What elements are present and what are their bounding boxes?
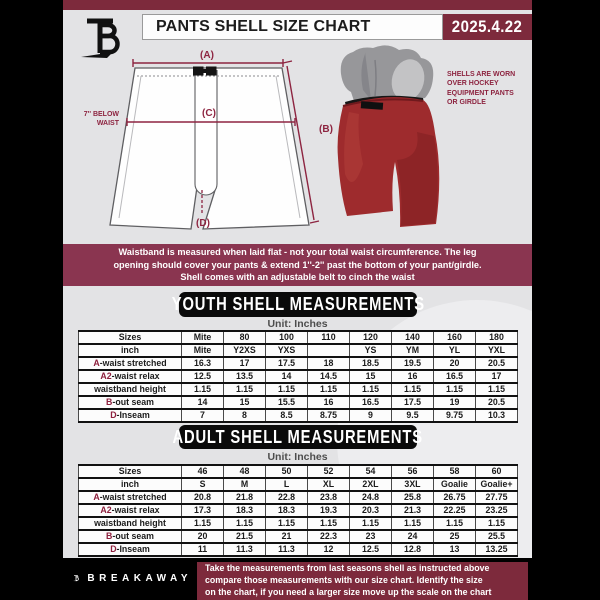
- measurement-cell: 15: [350, 370, 392, 383]
- measurement-cell: 12.5: [350, 543, 392, 556]
- measurement-cell: 27.75: [476, 491, 518, 504]
- measurement-cell: Mite: [182, 331, 224, 344]
- diagram-label-b: (B): [319, 124, 333, 135]
- measurement-cell: 14.5: [308, 370, 350, 383]
- pants-measurement-diagram: [83, 48, 343, 238]
- row-label-accent: D: [110, 410, 117, 420]
- measurement-cell: 8: [224, 409, 266, 422]
- top-maroon-strip: [63, 0, 532, 10]
- footer-line-3: on the chart, if you need a larger size move up the scale on the chart: [205, 586, 492, 597]
- measurement-cell: 22.8: [266, 491, 308, 504]
- measurement-cell: 3XL: [392, 478, 434, 491]
- row-label: B-out seam: [79, 396, 182, 409]
- table-row: [79, 478, 518, 491]
- row-label: A2-waist relax: [79, 504, 182, 517]
- measurement-cell: YXL: [476, 344, 518, 357]
- measurement-cell: 52: [308, 465, 350, 478]
- measurement-cell: 1.15: [224, 517, 266, 530]
- row-label-accent: A: [93, 358, 100, 368]
- measurement-cell: 1.15: [308, 517, 350, 530]
- red-shell: [338, 96, 440, 227]
- document-page: [63, 0, 532, 558]
- measurement-cell: 1.15: [476, 517, 518, 530]
- measurement-cell: 1.15: [434, 517, 476, 530]
- measurement-cell: 1.15: [182, 383, 224, 396]
- measurement-cell: XL: [308, 478, 350, 491]
- youth-section-banner: [171, 292, 425, 317]
- measurement-cell: 21: [266, 530, 308, 543]
- measurement-cell: 19: [434, 396, 476, 409]
- row-label: inch: [79, 344, 182, 357]
- measurement-cell: 17: [476, 370, 518, 383]
- footer-line-1: Take the measurements from last seasons shell as instructed above: [205, 563, 490, 574]
- photo-caption: SHELLS ARE WORN OVER HOCKEY EQUIPMENT PANTS OR GIRDLE: [447, 71, 516, 107]
- waist-note-line1: 7'' BELOW: [83, 111, 119, 118]
- table-row: [79, 357, 518, 370]
- row-label: Sizes: [79, 331, 182, 344]
- measurement-cell: 12: [308, 543, 350, 556]
- measurement-cell: 14: [266, 370, 308, 383]
- measurement-cell: 16.5: [434, 370, 476, 383]
- measurement-cell: 100: [266, 331, 308, 344]
- measurement-cell: 19.3: [308, 504, 350, 517]
- measurement-cell: 160: [434, 331, 476, 344]
- measurement-cell: 18.3: [224, 504, 266, 517]
- date-badge: [443, 14, 532, 40]
- table-row: [79, 543, 518, 556]
- measurement-cell: Goalie: [434, 478, 476, 491]
- measurement-cell: 16: [308, 396, 350, 409]
- row-label: A-waist stretched: [79, 357, 182, 370]
- measurement-cell: 1.15: [266, 383, 308, 396]
- measurement-cell: 1.15: [350, 517, 392, 530]
- waistband-info-banner: [63, 244, 532, 286]
- adult-measurements-table: [78, 464, 518, 557]
- breakaway-b-logo-footer-icon: [72, 565, 81, 591]
- row-label: A-waist stretched: [79, 491, 182, 504]
- footer-line-2: compare those measurements with our size chart. Identify the size: [205, 575, 483, 586]
- footer-brand-name: BREAKAWAY: [87, 572, 192, 584]
- banner-line-1: Waistband is measured when laid flat - not your total waist circumference. The leg: [118, 246, 477, 257]
- measurement-cell: 1.15: [392, 383, 434, 396]
- date-value: 2025.4.22: [452, 17, 523, 36]
- measurement-cell: 48: [224, 465, 266, 478]
- measurement-cell: 26.75: [434, 491, 476, 504]
- table-row: [79, 517, 518, 530]
- measurement-cell: 13: [434, 543, 476, 556]
- measurement-cell: 17.5: [266, 357, 308, 370]
- measurement-cell: 7: [182, 409, 224, 422]
- measurement-cell: 20.3: [350, 504, 392, 517]
- measurement-cell: 24.8: [350, 491, 392, 504]
- measurement-cell: 20.5: [476, 396, 518, 409]
- youth-measurements-table: [78, 330, 518, 423]
- table-row: [79, 370, 518, 383]
- measurement-cell: 1.15: [476, 383, 518, 396]
- table-row: [79, 331, 518, 344]
- measurement-cell: 12.8: [392, 543, 434, 556]
- row-label-accent: D: [110, 544, 117, 554]
- adult-section-title: ADULT SHELL MEASUREMENTS: [172, 426, 424, 447]
- row-label: waistband height: [79, 517, 182, 530]
- table-row: [79, 344, 518, 357]
- measurement-cell: M: [224, 478, 266, 491]
- measurement-cell: 50: [266, 465, 308, 478]
- footer-instructions-box: [197, 562, 528, 600]
- measurement-cell: 21.8: [224, 491, 266, 504]
- row-label-accent: A: [93, 492, 100, 502]
- measurement-cell: 1.15: [308, 383, 350, 396]
- measurement-cell: 1.15: [434, 383, 476, 396]
- measurement-cell: 9: [350, 409, 392, 422]
- diagram-label-d: (D): [196, 218, 210, 229]
- measurement-cell: 20.5: [476, 357, 518, 370]
- measurement-cell: 11: [182, 543, 224, 556]
- table-row: [79, 504, 518, 517]
- measurement-cell: 16: [392, 370, 434, 383]
- measurement-cell: 180: [476, 331, 518, 344]
- measurement-cell: 17.3: [182, 504, 224, 517]
- table-row: [79, 409, 518, 422]
- measurement-cell: 13.25: [476, 543, 518, 556]
- measurement-cell: 18.5: [350, 357, 392, 370]
- measurement-cell: 21.3: [392, 504, 434, 517]
- measurement-cell: YL: [434, 344, 476, 357]
- measurement-cell: 1.15: [392, 517, 434, 530]
- row-label: inch: [79, 478, 182, 491]
- measurement-cell: 13.5: [224, 370, 266, 383]
- measurement-cell: 10.3: [476, 409, 518, 422]
- row-label: D-Inseam: [79, 543, 182, 556]
- measurement-cell: 11.3: [224, 543, 266, 556]
- row-label: waistband height: [79, 383, 182, 396]
- measurement-cell: 8.75: [308, 409, 350, 422]
- measurement-cell: 14: [182, 396, 224, 409]
- table-row: [79, 396, 518, 409]
- measurement-cell: 54: [350, 465, 392, 478]
- banner-line-3: Shell comes with an adjustable belt to cinch the waist: [180, 272, 415, 283]
- measurement-cell: 21.5: [224, 530, 266, 543]
- measurement-cell: 22.25: [434, 504, 476, 517]
- shell-photo-illustration: [335, 40, 450, 230]
- measurement-cell: 20: [182, 530, 224, 543]
- measurement-cell: 17.5: [392, 396, 434, 409]
- footer-brand-block: [72, 562, 192, 594]
- measurement-cell: 25.8: [392, 491, 434, 504]
- row-label-accent: B: [106, 397, 113, 407]
- row-label: D-Inseam: [79, 409, 182, 422]
- row-label-accent: A2: [100, 371, 112, 381]
- measurement-cell: 9.75: [434, 409, 476, 422]
- measurement-cell: 23: [350, 530, 392, 543]
- measurement-cell: 2XL: [350, 478, 392, 491]
- measurement-cell: 16.3: [182, 357, 224, 370]
- measurement-cell: 15.5: [266, 396, 308, 409]
- measurement-cell: 110: [308, 331, 350, 344]
- row-label: A2-waist relax: [79, 370, 182, 383]
- table-row: [79, 465, 518, 478]
- measurement-cell: 56: [392, 465, 434, 478]
- measurement-cell: 9.5: [392, 409, 434, 422]
- measurement-cell: 20: [434, 357, 476, 370]
- fly-panel: [195, 70, 217, 195]
- measurement-cell: 46: [182, 465, 224, 478]
- measurement-cell: 80: [224, 331, 266, 344]
- table-row: [79, 491, 518, 504]
- measurement-cell: Y2XS: [224, 344, 266, 357]
- adult-unit-label: Unit: Inches: [267, 451, 328, 463]
- measurement-cell: 25: [434, 530, 476, 543]
- measurement-cell: Goalie+: [476, 478, 518, 491]
- row-label: Sizes: [79, 465, 182, 478]
- row-label-accent: B: [106, 531, 113, 541]
- measurement-cell: [308, 344, 350, 357]
- measurement-cell: 58: [434, 465, 476, 478]
- waist-note-line2: WAIST: [96, 120, 119, 127]
- measurement-cell: 25.5: [476, 530, 518, 543]
- measurement-cell: 120: [350, 331, 392, 344]
- row-label: B-out seam: [79, 530, 182, 543]
- measurement-cell: 23.8: [308, 491, 350, 504]
- measurement-cell: 19.5: [392, 357, 434, 370]
- hockey-pants-pads: [341, 45, 434, 104]
- youth-section-title: YOUTH SHELL MEASUREMENTS: [171, 294, 425, 314]
- measurement-cell: 22.3: [308, 530, 350, 543]
- youth-unit-label: Unit: Inches: [267, 318, 328, 330]
- adult-section-banner: [172, 425, 424, 449]
- row-label-accent: A2: [100, 505, 112, 515]
- table-row: [79, 530, 518, 543]
- measurement-cell: 60: [476, 465, 518, 478]
- measurement-cell: 24: [392, 530, 434, 543]
- diagram-label-c: (C): [202, 108, 216, 119]
- measurement-cell: 1.15: [266, 517, 308, 530]
- measurement-cell: 11.3: [266, 543, 308, 556]
- measurement-cell: 12.5: [182, 370, 224, 383]
- measurement-cell: YXS: [266, 344, 308, 357]
- measurement-cell: 1.15: [224, 383, 266, 396]
- measurement-cell: 18: [308, 357, 350, 370]
- page-title: PANTS SHELL SIZE CHART: [156, 18, 371, 35]
- measurement-cell: 17: [224, 357, 266, 370]
- measurement-cell: 18.3: [266, 504, 308, 517]
- measurement-cell: 1.15: [182, 517, 224, 530]
- diagram-label-a: (A): [200, 50, 214, 61]
- measurement-cell: 1.15: [350, 383, 392, 396]
- table-row: [79, 383, 518, 396]
- measurement-cell: 20.8: [182, 491, 224, 504]
- measurement-cell: 23.25: [476, 504, 518, 517]
- banner-line-2: opening should cover your pants & extend 1''-2'' past the bottom of your pant/girdle.: [113, 259, 482, 270]
- measurement-cell: YM: [392, 344, 434, 357]
- measurement-cell: YS: [350, 344, 392, 357]
- measurement-cell: 15: [224, 396, 266, 409]
- measurement-cell: 8.5: [266, 409, 308, 422]
- measurement-cell: 16.5: [350, 396, 392, 409]
- measurement-cell: L: [266, 478, 308, 491]
- page-title-box: [142, 14, 443, 40]
- measurement-cell: Mite: [182, 344, 224, 357]
- measurement-cell: S: [182, 478, 224, 491]
- measurement-cell: 140: [392, 331, 434, 344]
